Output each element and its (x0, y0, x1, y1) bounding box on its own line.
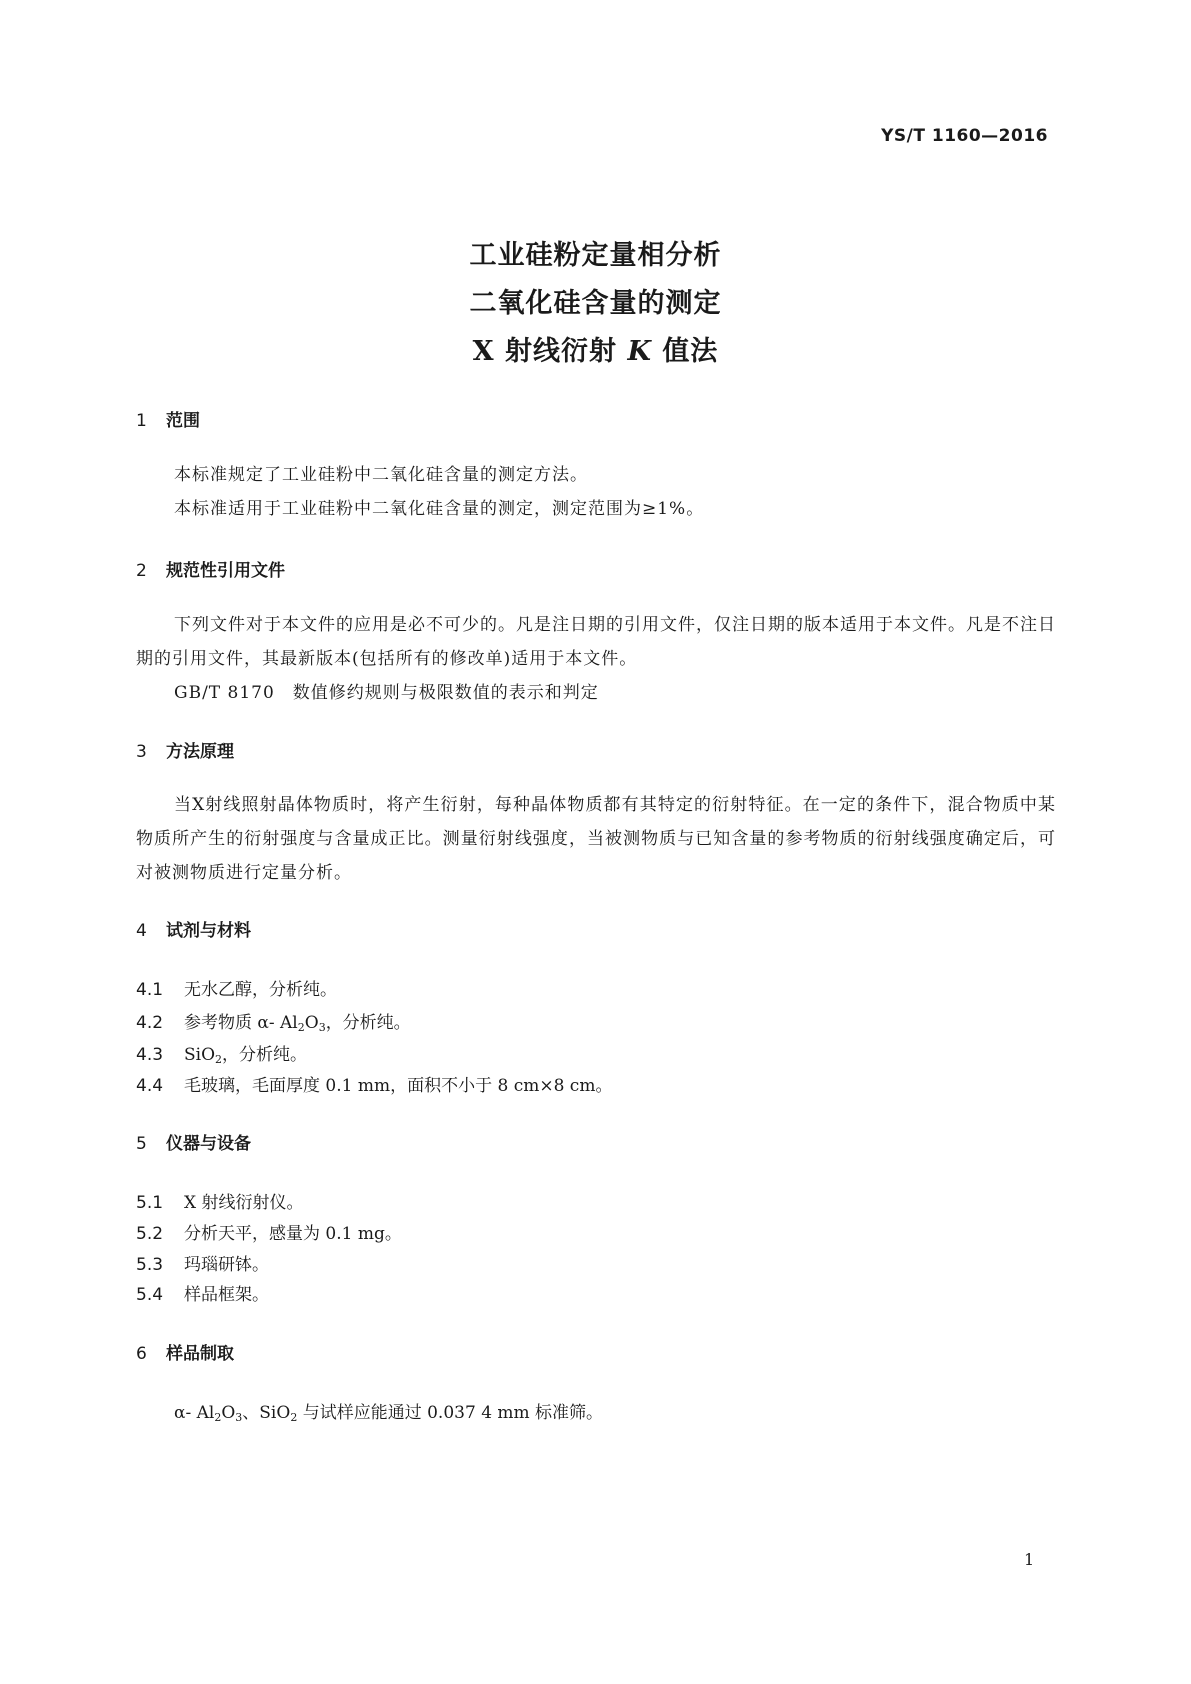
subscript: 2 (297, 1021, 305, 1034)
list-item (136, 1008, 411, 1034)
subscript: 2 (290, 1411, 298, 1424)
item-text: 分析天平，感量为 0.1 mg。 (184, 1224, 402, 1244)
item-number: 5.3 (136, 1255, 164, 1275)
section-title: 规范性引用文件 (166, 561, 285, 581)
document-code: YS/T 1160—2016 (881, 126, 1048, 146)
section-title: 范围 (166, 411, 200, 431)
section-heading-5 (136, 1129, 251, 1154)
list-item (136, 1071, 612, 1096)
section-number: 4 (136, 921, 147, 941)
subscript: 2 (214, 1411, 222, 1424)
section-heading-4 (136, 916, 251, 941)
section-1-body (136, 458, 1056, 526)
item-number: 5.1 (136, 1193, 164, 1213)
list-item (136, 1250, 269, 1275)
item-number: 4.1 (136, 980, 164, 1000)
section-6-body (174, 1398, 603, 1424)
list-item (136, 1219, 402, 1244)
item-text: 与试样应能通过 0.037 4 mm 标准筛。 (297, 1403, 604, 1423)
subscript: 3 (318, 1021, 326, 1034)
subscript: 3 (235, 1411, 243, 1424)
section-number: 3 (136, 742, 147, 762)
section-title: 样品制取 (166, 1344, 234, 1364)
item-number: 5.2 (136, 1224, 164, 1244)
item-text: SiO (184, 1045, 216, 1065)
item-text: 毛玻璃，毛面厚度 0.1 mm，面积不小于 8 cm×8 cm。 (184, 1076, 613, 1096)
item-number: 5.4 (136, 1285, 164, 1305)
subscript: 2 (215, 1053, 223, 1066)
paragraph: 下列文件对于本文件的应用是必不可少的。凡是注日期的引用文件，仅注日期的版本适用于本文件。凡是不注日期的引用文件，其最新版本(包括所有的修改单)适用于本文件。 (136, 615, 1056, 669)
list-item (136, 1188, 304, 1213)
title-x: X (472, 336, 495, 367)
item-number: 4.4 (136, 1076, 164, 1096)
item-text: O (304, 1013, 319, 1033)
title-mid: 射线衍射 (505, 336, 618, 367)
section-heading-2 (136, 556, 285, 581)
paragraph: 本标准规定了工业硅粉中二氧化硅含量的测定方法。 (174, 465, 588, 485)
section-number: 2 (136, 561, 147, 581)
item-text: O (221, 1403, 236, 1423)
list-item (136, 975, 337, 1000)
title-end: 值法 (662, 336, 719, 367)
section-3-body (136, 788, 1056, 890)
section-title: 方法原理 (166, 742, 234, 762)
list-item (136, 1280, 269, 1305)
reference-entry: GB/T 8170 数值修约规则与极限数值的表示和判定 (174, 683, 599, 703)
list-item (136, 1040, 307, 1066)
section-title: 仪器与设备 (166, 1134, 251, 1154)
item-text: 无水乙醇，分析纯。 (184, 980, 337, 1000)
item-text: 玛瑙研钵。 (184, 1255, 269, 1275)
section-2-body (136, 608, 1056, 710)
section-heading-6 (136, 1339, 234, 1364)
title-k: K (627, 336, 652, 367)
item-number: 4.2 (136, 1013, 164, 1033)
paragraph: 本标准适用于工业硅粉中二氧化硅含量的测定，测定范围为≥1%。 (174, 499, 705, 519)
item-text: α- Al (174, 1403, 215, 1423)
item-text: 、SiO (242, 1403, 291, 1423)
item-text: 样品框架。 (184, 1285, 269, 1305)
section-number: 5 (136, 1134, 147, 1154)
item-number: 4.3 (136, 1045, 164, 1065)
paragraph: 当X射线照射晶体物质时，将产生衍射，每种晶体物质都有其特定的衍射特征。在一定的条件下，混合物质中某物质所产生的衍射强度与含量成正比。测量衍射线强度，当被测物质与已知含量的参考物质的衍射线强度确定后，可对被测物质进行定量分析。 (136, 795, 1056, 883)
page-number: 1 (1024, 1550, 1035, 1569)
document-title (0, 232, 1191, 376)
item-text: X 射线衍射仪。 (184, 1193, 304, 1213)
title-line-2: 二氧化硅含量的测定 (469, 288, 722, 319)
section-heading-1 (136, 406, 200, 431)
section-number: 1 (136, 411, 147, 431)
item-text: ，分析纯。 (222, 1045, 308, 1065)
section-heading-3 (136, 737, 234, 762)
section-number: 6 (136, 1344, 147, 1364)
title-line-3 (0, 328, 1191, 376)
section-title: 试剂与材料 (166, 921, 251, 941)
item-text: ，分析纯。 (325, 1013, 411, 1033)
item-text: 参考物质 α- Al (184, 1013, 298, 1033)
title-line-1: 工业硅粉定量相分析 (469, 240, 722, 271)
